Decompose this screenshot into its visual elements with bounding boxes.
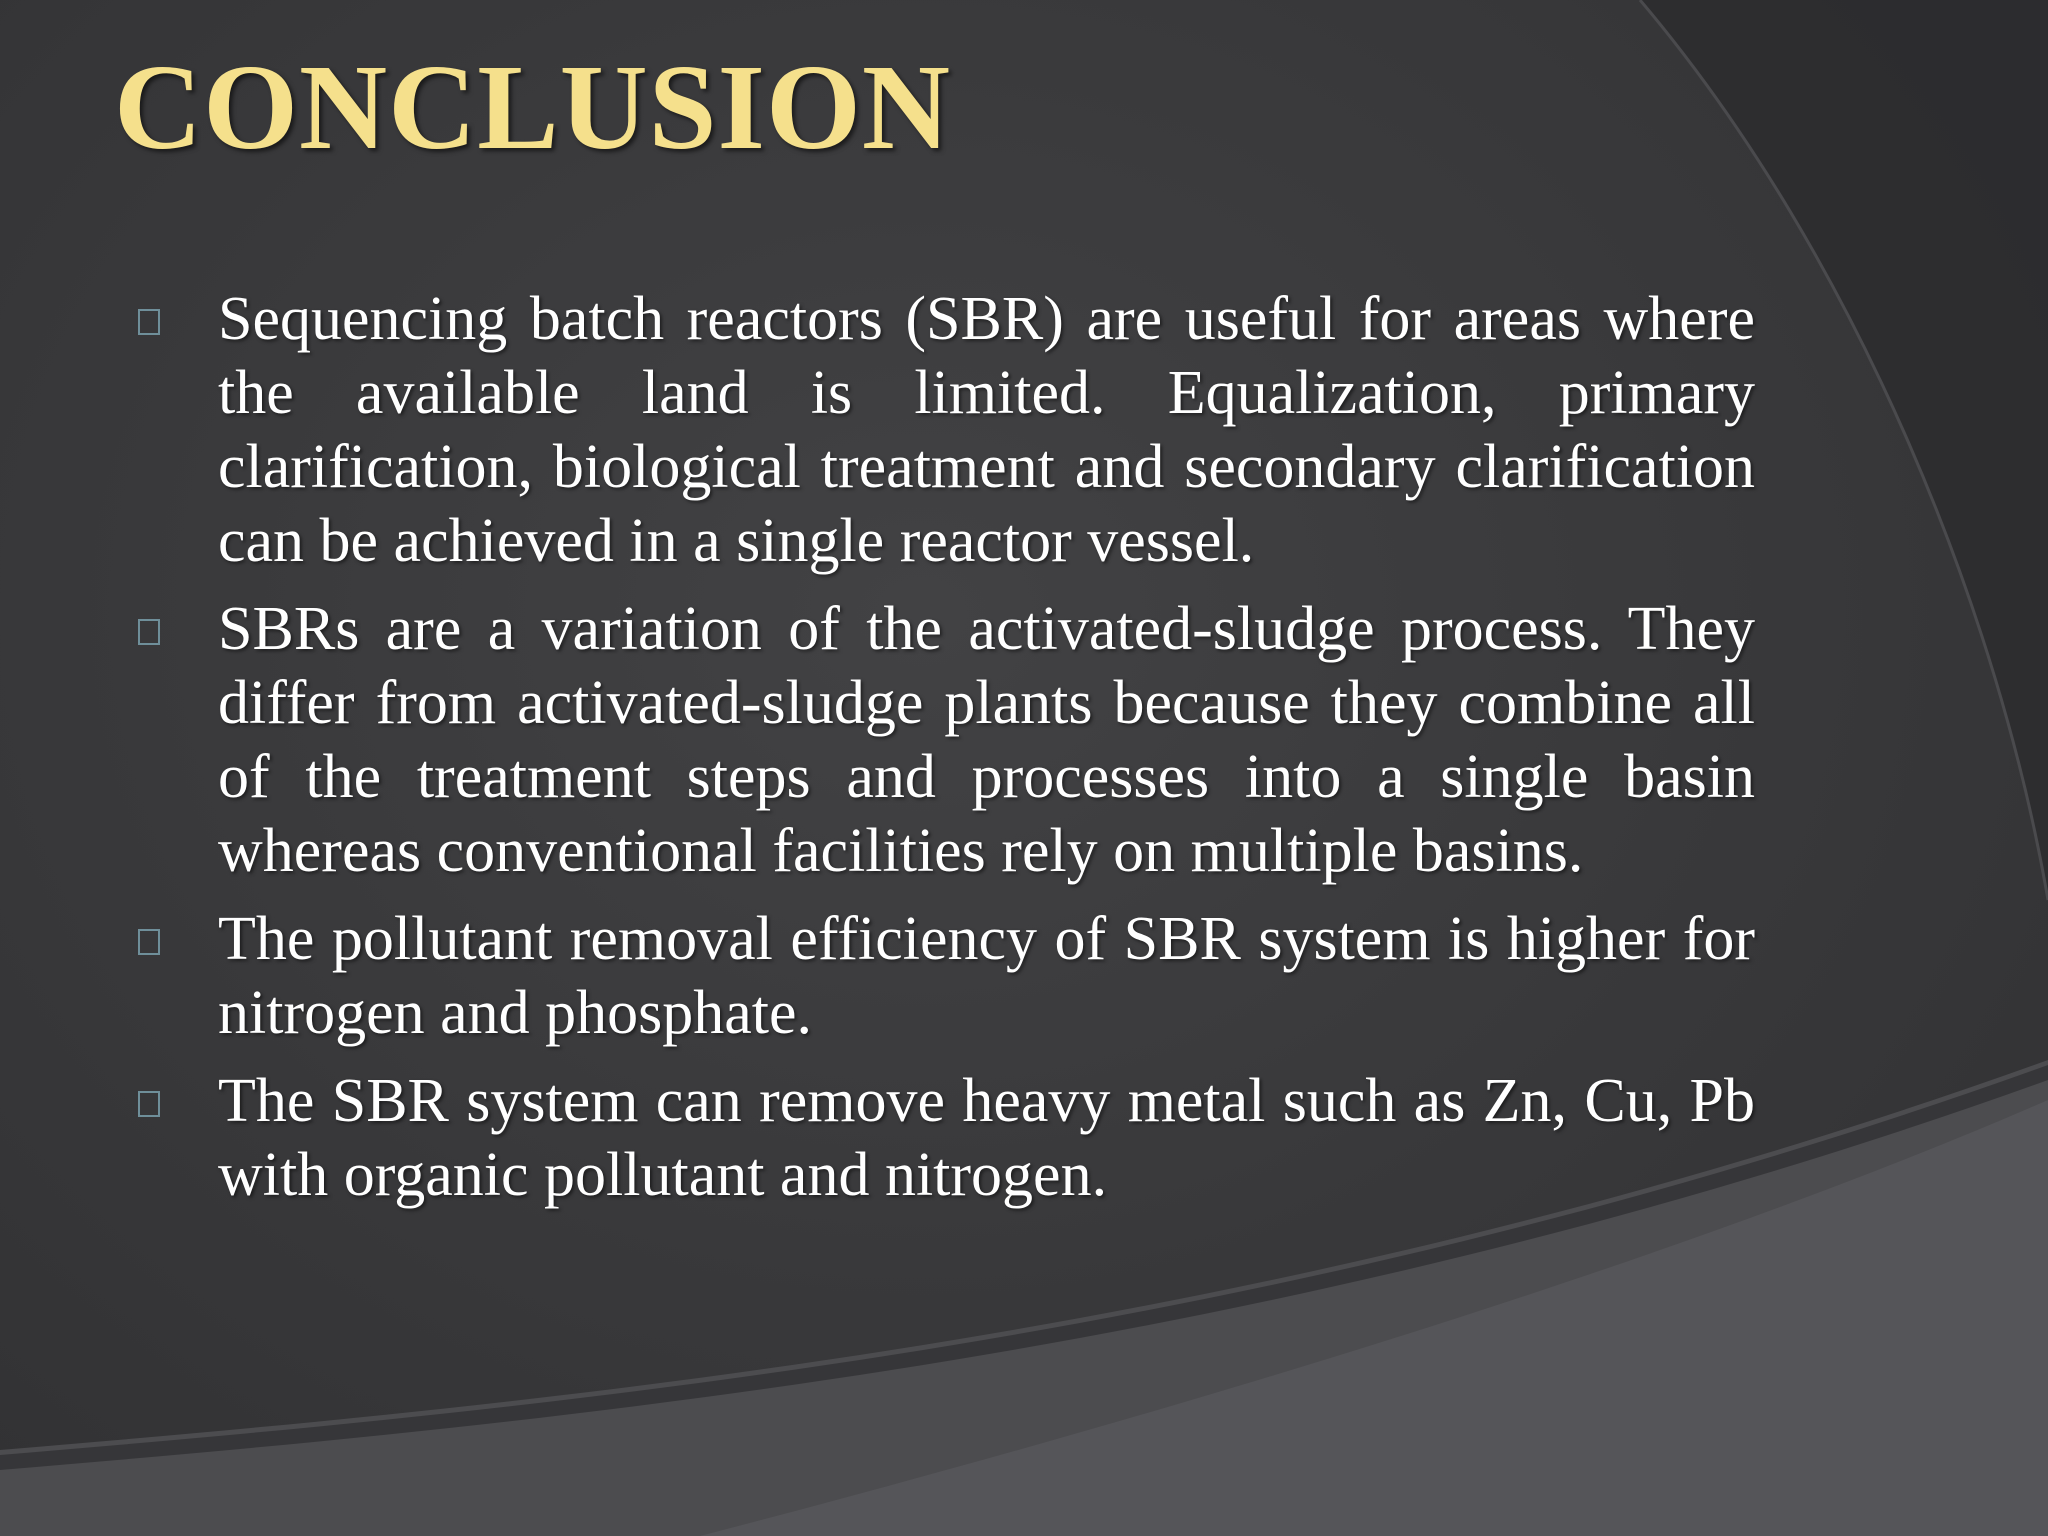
bullet-item-2: [130, 592, 1755, 888]
slide-title: CONCLUSION: [114, 40, 952, 175]
square-bullet-icon: [138, 1091, 160, 1117]
bullet-text: The pollutant removal efficiency of SBR system is higher for nitrogen and phosphate.: [218, 905, 1755, 1047]
square-bullet-icon: [138, 929, 160, 955]
bullet-item-1: [130, 282, 1755, 578]
square-bullet-icon: [138, 309, 160, 335]
bullet-text: The SBR system can remove heavy metal such as Zn, Cu, Pb with organic pollutant and nitrogen.: [218, 1067, 1755, 1209]
square-bullet-icon: [138, 619, 160, 645]
bullet-item-3: [130, 902, 1755, 1050]
bullet-text: SBRs are a variation of the activated-sludge process. They differ from activated-sludge plants because they combine all of the treatment steps and processes into a single basin whereas conventional facilities rely on multiple basins.: [218, 595, 1755, 885]
bullet-list: [130, 282, 1755, 1226]
bullet-item-4: [130, 1064, 1755, 1212]
bullet-text: Sequencing batch reactors (SBR) are useful for areas where the available land is limited. Equalization, primary clarification, biological treatment and secondary clarification can be achieved in a single reactor vessel.: [218, 285, 1755, 575]
